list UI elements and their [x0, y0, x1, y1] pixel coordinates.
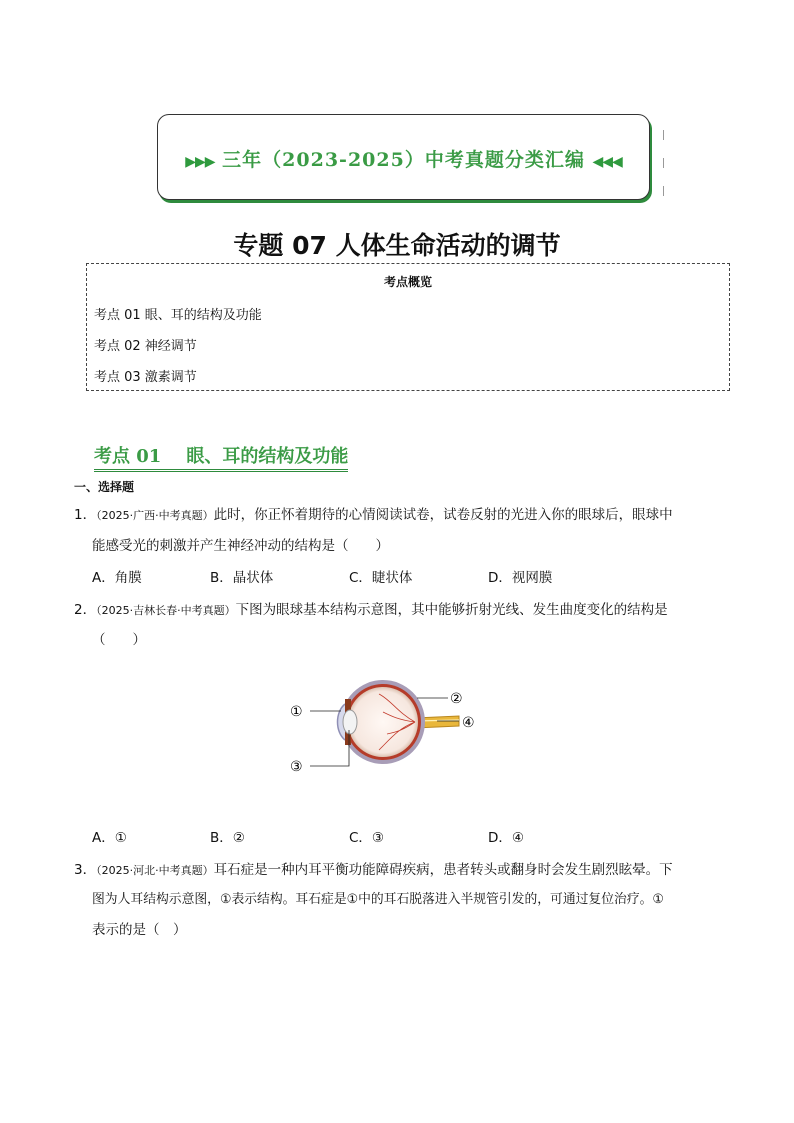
question-1-line-1 — [74, 503, 673, 523]
summary-heading: 考点概览 — [383, 275, 432, 289]
header-banner — [157, 114, 650, 200]
lens — [343, 710, 357, 734]
label-3: ③ — [290, 759, 303, 775]
right-arrows-icon: ◀◀◀ — [592, 154, 622, 170]
option-a[interactable]: A．角膜 — [92, 570, 142, 586]
question-source: （2025·广西·中考真题） — [96, 509, 214, 522]
option-a[interactable]: A．① — [92, 830, 127, 846]
question-number: 2． — [74, 602, 97, 618]
label-2: ② — [450, 691, 463, 707]
edge-marks — [663, 130, 664, 198]
question-text: 耳石症是一种内耳平衡功能障碍疾病，患者转头或翻身时会发生剧烈眩晕。下 — [213, 862, 673, 878]
question-text: 此时，你正怀着期待的心情阅读试卷，试卷反射的光进入你的眼球后，眼球中 — [213, 507, 673, 523]
section-title: 考点 01 眼、耳的结构及功能 — [94, 442, 348, 472]
summary-item: 考点 01 眼、耳的结构及功能 — [94, 308, 262, 323]
question-2-line-2: （ ） — [92, 632, 146, 648]
question-number: 3． — [74, 862, 97, 878]
page-title: 专题 07 人体生命活动的调节 — [233, 231, 561, 260]
option-d[interactable]: D．视网膜 — [488, 570, 553, 586]
option-b[interactable]: B．晶状体 — [210, 570, 274, 586]
question-3-line-3: 表示的是（ ） — [92, 922, 187, 938]
label-4: ④ — [462, 715, 475, 731]
option-c[interactable]: C．睫状体 — [349, 570, 413, 586]
question-type: 一、选择题 — [74, 480, 135, 494]
eye-structure-diagram — [287, 672, 487, 782]
banner-text: 三年（2023-2025）中考真题分类汇编 — [222, 149, 585, 171]
option-b[interactable]: B．② — [210, 830, 245, 846]
summary-item: 考点 02 神经调节 — [94, 339, 197, 354]
question-number: 1． — [74, 507, 97, 523]
question-2-line-1 — [74, 598, 668, 618]
label-1: ① — [290, 704, 303, 720]
banner-title — [158, 145, 649, 172]
summary-item: 考点 03 激素调节 — [94, 370, 197, 385]
left-arrows-icon: ▶▶▶ — [185, 154, 215, 170]
question-source: （2025·吉林长春·中考真题） — [96, 604, 236, 617]
option-c[interactable]: C．③ — [349, 830, 385, 846]
summary-box — [86, 263, 730, 391]
question-1-line-2: 能感受光的刺激并产生神经冲动的结构是（ ） — [92, 538, 389, 554]
question-text: 下图为眼球基本结构示意图，其中能够折射光线、发生曲度变化的结构是 — [235, 602, 668, 618]
question-3-line-2: 图为人耳结构示意图，①表示结构。耳石症是①中的耳石脱落进入半规管引发的，可通过复位治疗。① — [92, 892, 664, 907]
question-source: （2025·河北·中考真题） — [96, 864, 214, 877]
option-d[interactable]: D．④ — [488, 830, 524, 846]
question-3-line-1 — [74, 858, 673, 878]
